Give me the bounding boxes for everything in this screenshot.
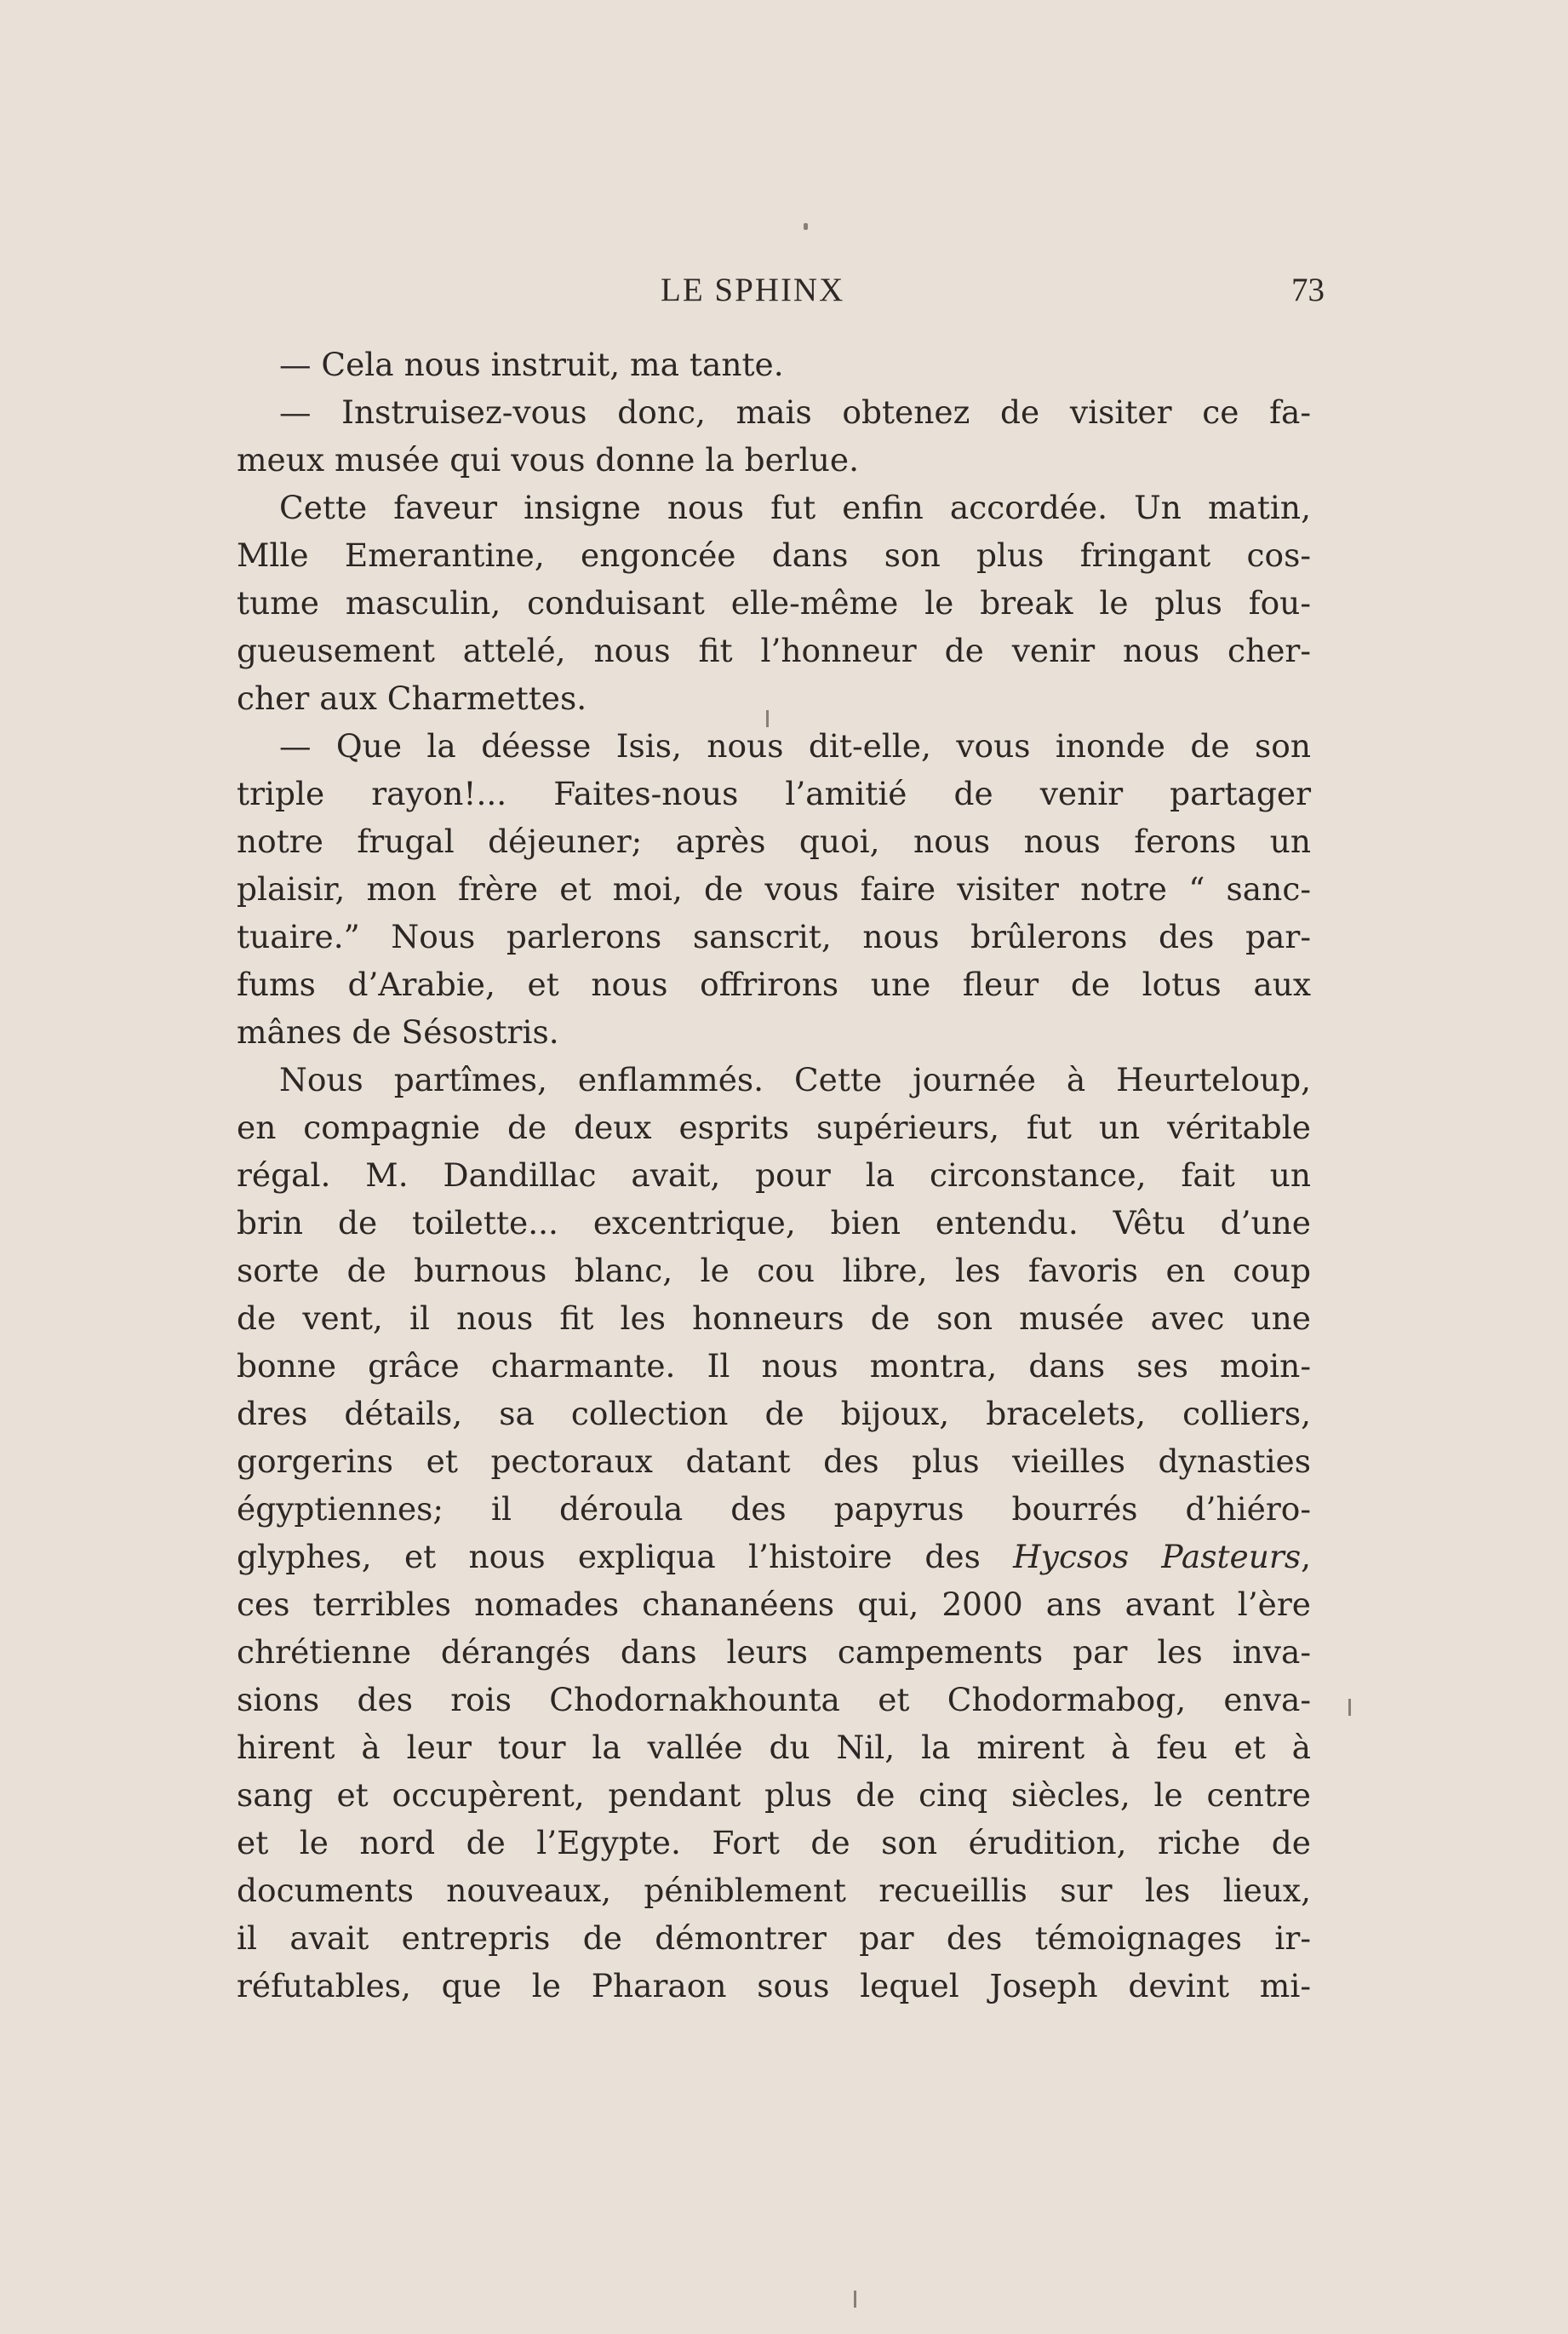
text-line: Cette faveur insigne nous fut enfin accordée. Un matin,	[279, 489, 1311, 526]
text-line: en compagnie de deux esprits supérieurs, fut un véritable	[237, 1109, 1311, 1146]
text-line: dres détails, sa collection de bijoux, bracelets, colliers,	[237, 1395, 1311, 1432]
text-line: — Cela nous instruit, ma tante.	[279, 346, 784, 383]
ink-speck	[804, 223, 808, 230]
text-line: gueusement attelé, nous fit l’honneur de venir nous cher-	[237, 632, 1311, 669]
text-line: documents nouveaux, péniblement recueillis sur les lieux,	[237, 1872, 1311, 1909]
text-line: tuaire.” Nous parlerons sanscrit, nous brûlerons des par-	[237, 918, 1311, 955]
running-header	[238, 271, 1325, 322]
text-line: de vent, il nous fit les honneurs de son musée avec une	[237, 1299, 1311, 1337]
text-line: — Que la déesse Isis, nous dit-elle, vous inonde de son	[279, 727, 1311, 765]
text-line: sions des rois Chodornakhounta et Chodormabog, enva-	[237, 1681, 1311, 1718]
text-line: régal. M. Dandillac avait, pour la circonstance, fait un	[237, 1156, 1311, 1194]
text-line: cher aux Charmettes.	[237, 680, 587, 717]
text-line: brin de toilette... excentrique, bien entendu. Vêtu d’une	[237, 1204, 1311, 1242]
text-line: gorgerins et pectoraux datant des plus vieilles dynasties	[237, 1442, 1311, 1480]
page-number: 73	[1291, 272, 1325, 308]
text-line: — Instruisez-vous donc, mais obtenez de visiter ce fa-	[279, 393, 1311, 431]
paper-mark	[854, 2291, 856, 2308]
text-line: triple rayon!... Faites-nous l’amitié de venir partager	[237, 775, 1311, 812]
text-line: réfutables, que le Pharaon sous lequel Joseph devint mi-	[237, 1967, 1311, 2004]
text-line: égyptiennes; il déroula des papyrus bourrés d’hiéro-	[237, 1490, 1311, 1528]
text-line: Nous partîmes, enflammés. Cette journée à Heurteloup,	[279, 1061, 1311, 1098]
text-line: bonne grâce charmante. Il nous montra, dans ses moin-	[237, 1347, 1311, 1385]
text-line: meux musée qui vous donne la berlue.	[237, 441, 860, 479]
text-line: il avait entrepris de démontrer par des témoignages ir-	[237, 1919, 1311, 1957]
text-line: chrétienne dérangés dans leurs campements par les inva-	[237, 1633, 1311, 1671]
text-line: sang et occupèrent, pendant plus de cinq siècles, le centre	[237, 1776, 1311, 1814]
running-title: LE SPHINX	[661, 272, 845, 308]
text-line: mânes de Sésostris.	[237, 1013, 559, 1051]
text-line: notre frugal déjeuner; après quoi, nous nous ferons un	[237, 823, 1311, 860]
text-line: ces terribles nomades chananéens qui, 2000 ans avant l’ère	[237, 1586, 1311, 1623]
paper-mark	[766, 710, 769, 727]
italic-name: Hycsos Pasteurs	[1013, 1538, 1302, 1575]
text-line: tume masculin, conduisant elle-même le break le plus fou-	[237, 584, 1311, 622]
text-line: glyphes, et nous expliqua l’histoire des Hycsos Pasteurs,	[237, 1538, 1311, 1575]
text-line: fums d’Arabie, et nous offrirons une fleur de lotus aux	[237, 966, 1311, 1003]
text-line: Mlle Emerantine, engoncée dans son plus fringant cos-	[237, 536, 1311, 574]
body-text	[237, 341, 1311, 2010]
text-line: et le nord de l’Egypte. Fort de son érudition, riche de	[237, 1824, 1311, 1861]
text-line: sorte de burnous blanc, le cou libre, les favoris en coup	[237, 1252, 1311, 1289]
paper-mark	[1348, 1699, 1351, 1716]
text-line: plaisir, mon frère et moi, de vous faire visiter notre “ sanc-	[237, 870, 1311, 908]
text-line: hirent à leur tour la vallée du Nil, la mirent à feu et à	[237, 1729, 1311, 1766]
